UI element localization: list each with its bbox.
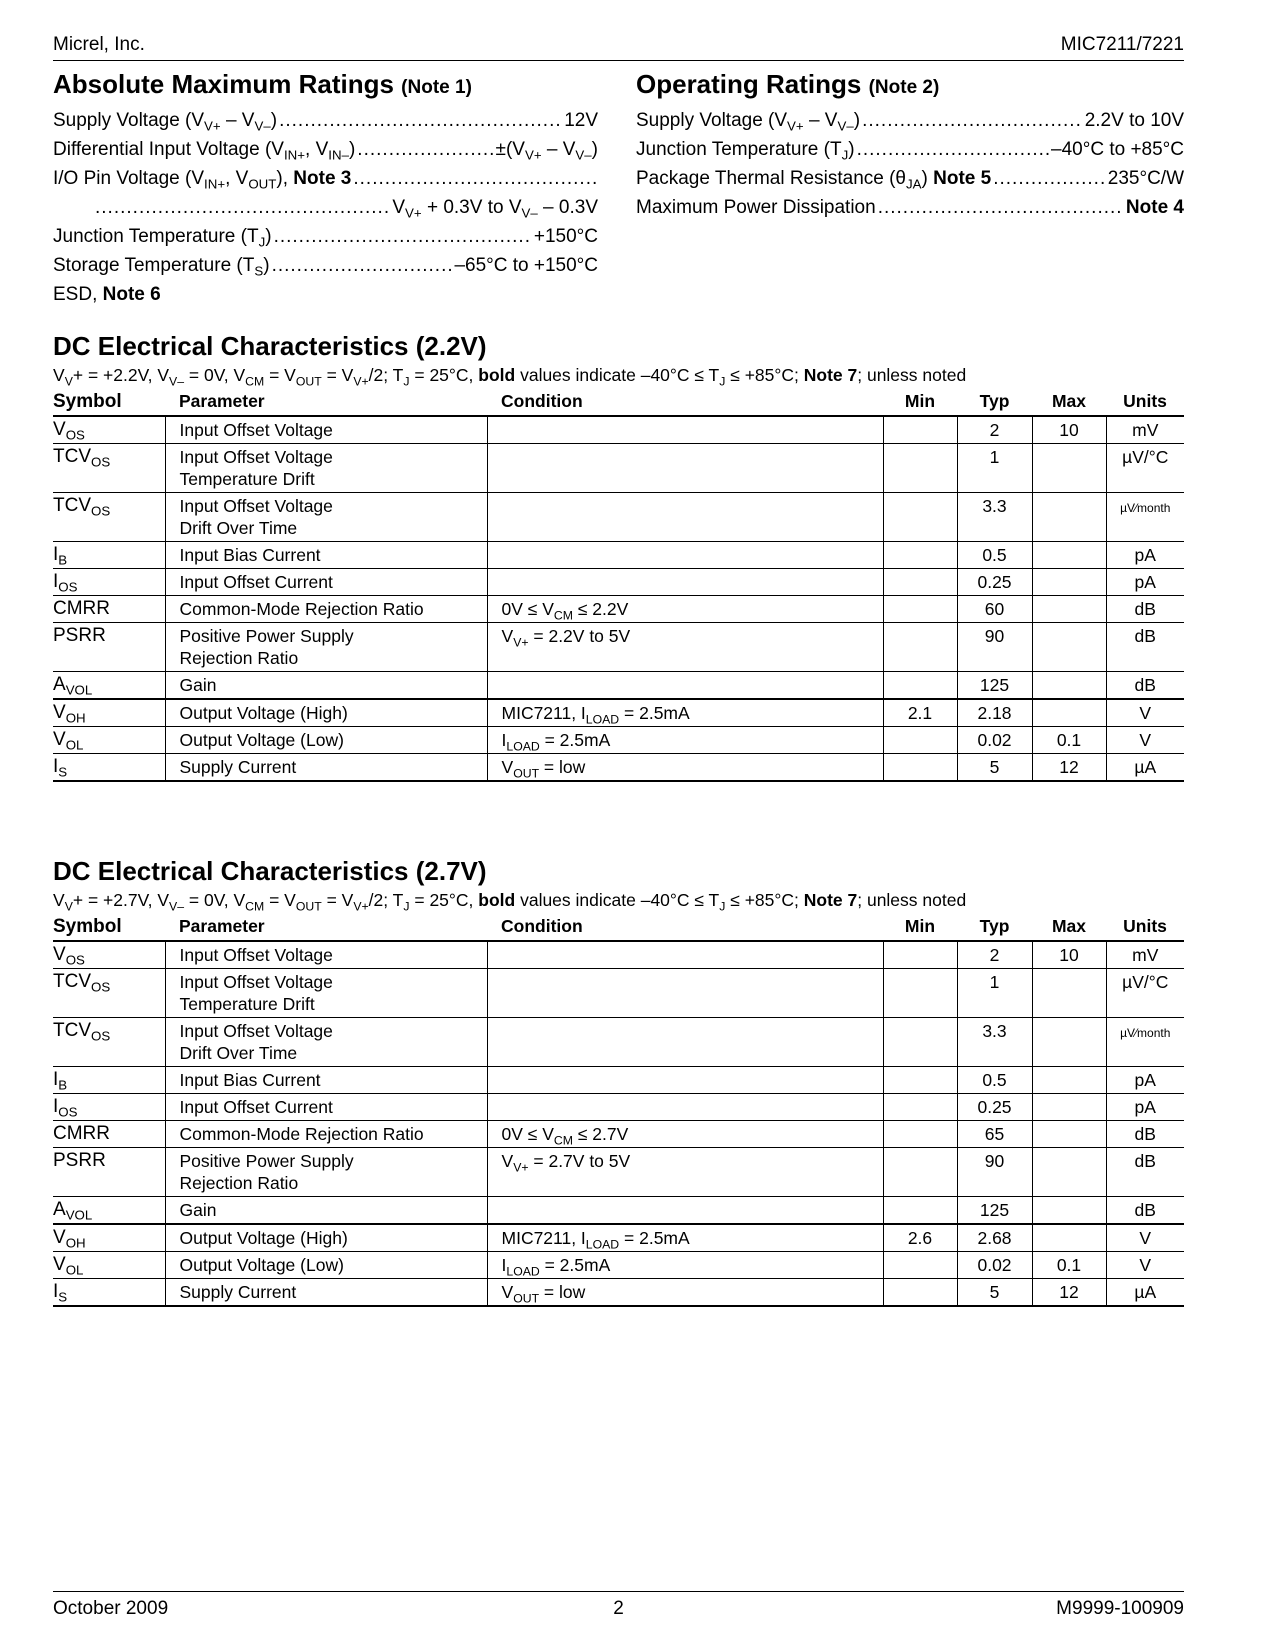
condition-cell: $V_{V+} = 2.2V$ to 5V bbox=[487, 623, 883, 672]
condition-cell: $0V \le V_{CM} \le 2.7V$ bbox=[487, 1121, 883, 1148]
op-ratings-title: Operating Ratings (Note 2) bbox=[636, 69, 940, 99]
max-cell bbox=[1032, 672, 1106, 700]
absolute-max-ratings bbox=[53, 68, 598, 313]
typ-cell: 0.25 bbox=[957, 1094, 1032, 1121]
units-cell: dB bbox=[1106, 1121, 1184, 1148]
table-row bbox=[53, 416, 1184, 444]
typ-cell: 0.02 bbox=[957, 1252, 1032, 1279]
abs-junction-temp: Junction Temperature $(T_J)$ ..... +150°C bbox=[53, 226, 598, 255]
units-cell: dB bbox=[1106, 623, 1184, 672]
max-cell: 12 bbox=[1032, 754, 1106, 782]
typ-cell: 0.5 bbox=[957, 542, 1032, 569]
condition-cell bbox=[487, 416, 883, 444]
min-cell bbox=[883, 1121, 957, 1148]
table-row bbox=[53, 444, 1184, 493]
symbol-cell: $V_{OL}$ bbox=[53, 727, 165, 754]
parameter-cell: Supply Current bbox=[165, 754, 487, 782]
min-cell bbox=[883, 1279, 957, 1307]
typ-cell: 0.25 bbox=[957, 569, 1032, 596]
condition-cell: MIC7211, $I_{LOAD} = 2.5mA$ bbox=[487, 1224, 883, 1252]
column-header-units: Units bbox=[1106, 914, 1184, 941]
min-cell bbox=[883, 416, 957, 444]
operating-ratings bbox=[636, 68, 1184, 226]
units-cell: dB bbox=[1106, 672, 1184, 700]
page-footer bbox=[53, 1591, 1184, 1622]
table-row bbox=[53, 1252, 1184, 1279]
max-cell bbox=[1032, 623, 1106, 672]
abs-io-pin-voltage-value: ..... $V_{V+} + 0.3V$ to $V_{V-} - 0.3V$ bbox=[53, 197, 598, 226]
footer-page-number: 2 bbox=[613, 1598, 624, 1619]
max-cell: 10 bbox=[1032, 416, 1106, 444]
typ-cell: 2.68 bbox=[957, 1224, 1032, 1252]
footer-date: October 2009 bbox=[53, 1598, 169, 1619]
page-header bbox=[53, 30, 1184, 61]
abs-max-title: Absolute Maximum Ratings (Note 1) bbox=[53, 69, 472, 99]
dc-characteristics-2v2 bbox=[53, 330, 1184, 782]
min-cell bbox=[883, 1094, 957, 1121]
table-row bbox=[53, 1067, 1184, 1094]
condition-cell bbox=[487, 542, 883, 569]
typ-cell: 3.3 bbox=[957, 1018, 1032, 1067]
max-cell bbox=[1032, 1067, 1106, 1094]
table-row bbox=[53, 596, 1184, 623]
symbol-cell: $TCV_{OS}$ bbox=[53, 444, 165, 493]
condition-cell bbox=[487, 569, 883, 596]
condition-cell bbox=[487, 1018, 883, 1067]
typ-cell: 5 bbox=[957, 1279, 1032, 1307]
parameter-cell: Common-Mode Rejection Ratio bbox=[165, 1121, 487, 1148]
condition-cell: $0V \le V_{CM} \le 2.2V$ bbox=[487, 596, 883, 623]
condition-cell bbox=[487, 1197, 883, 1225]
min-cell bbox=[883, 754, 957, 782]
condition-cell: $V_{V+} = 2.7V$ to 5V bbox=[487, 1148, 883, 1197]
condition-cell bbox=[487, 1067, 883, 1094]
condition-cell: $I_{LOAD} = 2.5mA$ bbox=[487, 1252, 883, 1279]
units-cell: µV/°C bbox=[1106, 444, 1184, 493]
op-thermal-resistance: Package Thermal Resistance $(\theta_{JA})$ Note 5 ..... 235°C/W bbox=[636, 168, 1184, 197]
company-name: Micrel, Inc. bbox=[53, 34, 145, 55]
units-cell: V bbox=[1106, 699, 1184, 727]
units-cell: dB bbox=[1106, 596, 1184, 623]
table-row bbox=[53, 542, 1184, 569]
symbol-cell: $V_{OS}$ bbox=[53, 416, 165, 444]
max-cell: 12 bbox=[1032, 1279, 1106, 1307]
symbol-cell: $TCV_{OS}$ bbox=[53, 969, 165, 1018]
table-row bbox=[53, 699, 1184, 727]
typ-cell: 90 bbox=[957, 1148, 1032, 1197]
units-cell: pA bbox=[1106, 569, 1184, 596]
condition-cell: $I_{LOAD} = 2.5mA$ bbox=[487, 727, 883, 754]
symbol-cell: PSRR bbox=[53, 623, 165, 672]
min-cell bbox=[883, 1252, 957, 1279]
condition-cell: $V_{OUT}$ = low bbox=[487, 1279, 883, 1307]
condition-cell bbox=[487, 1094, 883, 1121]
min-cell bbox=[883, 1148, 957, 1197]
symbol-cell: $I_S$ bbox=[53, 754, 165, 782]
typ-cell: 2 bbox=[957, 416, 1032, 444]
table-row bbox=[53, 754, 1184, 782]
max-cell: 10 bbox=[1032, 941, 1106, 969]
units-cell: V bbox=[1106, 727, 1184, 754]
units-cell: µA bbox=[1106, 1279, 1184, 1307]
min-cell bbox=[883, 727, 957, 754]
parameter-cell: Input Offset Current bbox=[165, 569, 487, 596]
parameter-cell: Output Voltage (Low) bbox=[165, 1252, 487, 1279]
symbol-cell: $TCV_{OS}$ bbox=[53, 493, 165, 542]
dc27-table bbox=[53, 914, 1184, 1307]
parameter-cell: Gain bbox=[165, 672, 487, 700]
condition-cell bbox=[487, 493, 883, 542]
max-cell bbox=[1032, 1148, 1106, 1197]
symbol-cell: $I_B$ bbox=[53, 1067, 165, 1094]
typ-cell: 90 bbox=[957, 623, 1032, 672]
symbol-cell: CMRR bbox=[53, 596, 165, 623]
part-number: MIC7211/7221 bbox=[1060, 34, 1184, 55]
min-cell bbox=[883, 444, 957, 493]
max-cell: 0.1 bbox=[1032, 1252, 1106, 1279]
table-row bbox=[53, 1094, 1184, 1121]
column-header-typ: Typ bbox=[957, 389, 1032, 416]
units-cell: V bbox=[1106, 1224, 1184, 1252]
dc-characteristics-2v7 bbox=[53, 855, 1184, 1307]
max-cell bbox=[1032, 493, 1106, 542]
max-cell bbox=[1032, 1018, 1106, 1067]
table-row bbox=[53, 1197, 1184, 1225]
max-cell bbox=[1032, 1197, 1106, 1225]
typ-cell: 2 bbox=[957, 941, 1032, 969]
max-cell bbox=[1032, 699, 1106, 727]
column-header-parameter: Parameter bbox=[165, 389, 487, 416]
units-cell: V bbox=[1106, 1252, 1184, 1279]
typ-cell: 1 bbox=[957, 444, 1032, 493]
table-row bbox=[53, 1018, 1184, 1067]
symbol-cell: $A_{VOL}$ bbox=[53, 1197, 165, 1225]
abs-esd: ESD, Note 6 bbox=[53, 284, 161, 305]
max-cell bbox=[1032, 596, 1106, 623]
table-row bbox=[53, 623, 1184, 672]
min-cell bbox=[883, 1197, 957, 1225]
dc22-conditions: $V_V+ = +2.2V$, $V_{V-} = 0V$, $V_{CM} = V_{OUT} = V_{V+}/2$; $T_J = 25^\circ C$, bold values indicate $-40^\circ C \le T_J \le +85^\circ C$; Note 7; unless noted bbox=[53, 365, 967, 389]
min-cell bbox=[883, 623, 957, 672]
symbol-cell: $I_S$ bbox=[53, 1279, 165, 1307]
column-header-symbol: Symbol bbox=[53, 914, 165, 941]
parameter-cell: Positive Power Supply Rejection Ratio bbox=[165, 1148, 487, 1197]
min-cell bbox=[883, 596, 957, 623]
table-row bbox=[53, 569, 1184, 596]
abs-io-pin-voltage: I/O Pin Voltage ($V_{IN+}$, $V_{OUT}$), Note 3 ..... bbox=[53, 168, 598, 197]
table-row bbox=[53, 672, 1184, 700]
min-cell bbox=[883, 969, 957, 1018]
table-row bbox=[53, 1279, 1184, 1307]
column-header-condition: Condition bbox=[487, 389, 883, 416]
max-cell bbox=[1032, 1094, 1106, 1121]
table-row bbox=[53, 727, 1184, 754]
table-row bbox=[53, 941, 1184, 969]
parameter-cell: Output Voltage (High) bbox=[165, 699, 487, 727]
table-row bbox=[53, 1121, 1184, 1148]
typ-cell: 0.5 bbox=[957, 1067, 1032, 1094]
column-header-parameter: Parameter bbox=[165, 914, 487, 941]
dc27-conditions: $V_V+ = +2.7V$, $V_{V-} = 0V$, $V_{CM} = V_{OUT} = V_{V+}/2$; $T_J = 25^\circ C$, bold values indicate $-40^\circ C \le T_J \le +85^\circ C$; Note 7; unless noted bbox=[53, 890, 967, 914]
parameter-cell: Positive Power Supply Rejection Ratio bbox=[165, 623, 487, 672]
column-header-max: Max bbox=[1032, 389, 1106, 416]
typ-cell: 125 bbox=[957, 672, 1032, 700]
dc22-table bbox=[53, 389, 1184, 782]
column-header-units: Units bbox=[1106, 389, 1184, 416]
column-header-min: Min bbox=[883, 389, 957, 416]
parameter-cell: Input Offset Voltage bbox=[165, 941, 487, 969]
table-row bbox=[53, 493, 1184, 542]
units-cell: mV bbox=[1106, 416, 1184, 444]
units-cell: dB bbox=[1106, 1197, 1184, 1225]
max-cell bbox=[1032, 1224, 1106, 1252]
max-cell: 0.1 bbox=[1032, 727, 1106, 754]
abs-supply-voltage: Supply Voltage $(V_{V+} - V_{V-})$ ..... 12V bbox=[53, 110, 598, 139]
typ-cell: 125 bbox=[957, 1197, 1032, 1225]
max-cell bbox=[1032, 969, 1106, 1018]
typ-cell: 65 bbox=[957, 1121, 1032, 1148]
max-cell bbox=[1032, 542, 1106, 569]
min-cell bbox=[883, 569, 957, 596]
table-row bbox=[53, 1148, 1184, 1197]
units-cell: µV/°C bbox=[1106, 969, 1184, 1018]
symbol-cell: $V_{OH}$ bbox=[53, 1224, 165, 1252]
parameter-cell: Input Offset Current bbox=[165, 1094, 487, 1121]
typ-cell: 5 bbox=[957, 754, 1032, 782]
abs-storage-temp: Storage Temperature $(T_S)$ ..... –65°C to +150°C bbox=[53, 255, 598, 284]
min-cell bbox=[883, 1067, 957, 1094]
parameter-cell: Input Offset Voltage Drift Over Time bbox=[165, 1018, 487, 1067]
symbol-cell: $V_{OL}$ bbox=[53, 1252, 165, 1279]
column-header-symbol: Symbol bbox=[53, 389, 165, 416]
condition-cell bbox=[487, 941, 883, 969]
parameter-cell: Input Offset Voltage Drift Over Time bbox=[165, 493, 487, 542]
min-cell bbox=[883, 493, 957, 542]
op-supply-voltage: Supply Voltage $(V_{V+} - V_{V-})$ ..... 2.2V to 10V bbox=[636, 110, 1184, 139]
typ-cell: 2.18 bbox=[957, 699, 1032, 727]
min-cell: 2.6 bbox=[883, 1224, 957, 1252]
footer-doc-number: M9999-100909 bbox=[1056, 1598, 1184, 1619]
symbol-cell: PSRR bbox=[53, 1148, 165, 1197]
symbol-cell: $V_{OH}$ bbox=[53, 699, 165, 727]
parameter-cell: Input Offset Voltage Temperature Drift bbox=[165, 969, 487, 1018]
parameter-cell: Output Voltage (High) bbox=[165, 1224, 487, 1252]
parameter-cell: Input Bias Current bbox=[165, 542, 487, 569]
symbol-cell: $I_{OS}$ bbox=[53, 569, 165, 596]
column-header-max: Max bbox=[1032, 914, 1106, 941]
condition-cell: $V_{OUT}$ = low bbox=[487, 754, 883, 782]
max-cell bbox=[1032, 444, 1106, 493]
abs-diff-input-voltage: Differential Input Voltage ($V_{IN+}$, $V_{IN-}$) ..... $\pm(V_{V+} - V_{V-})$ bbox=[53, 139, 598, 168]
column-header-min: Min bbox=[883, 914, 957, 941]
symbol-cell: CMRR bbox=[53, 1121, 165, 1148]
parameter-cell: Output Voltage (Low) bbox=[165, 727, 487, 754]
units-cell: µV⁄month bbox=[1106, 1018, 1184, 1067]
symbol-cell: $I_B$ bbox=[53, 542, 165, 569]
parameter-cell: Gain bbox=[165, 1197, 487, 1225]
parameter-cell: Supply Current bbox=[165, 1279, 487, 1307]
dc22-title: DC Electrical Characteristics (2.2V) bbox=[53, 331, 487, 361]
typ-cell: 0.02 bbox=[957, 727, 1032, 754]
symbol-cell: $V_{OS}$ bbox=[53, 941, 165, 969]
units-cell: mV bbox=[1106, 941, 1184, 969]
table-row bbox=[53, 969, 1184, 1018]
min-cell bbox=[883, 1018, 957, 1067]
op-junction-temp: Junction Temperature $(T_J)$ ..... –40°C to +85°C bbox=[636, 139, 1184, 168]
parameter-cell: Input Bias Current bbox=[165, 1067, 487, 1094]
min-cell bbox=[883, 672, 957, 700]
units-cell: pA bbox=[1106, 1094, 1184, 1121]
condition-cell: MIC7211, $I_{LOAD} = 2.5mA$ bbox=[487, 699, 883, 727]
units-cell: pA bbox=[1106, 1067, 1184, 1094]
table-row bbox=[53, 1224, 1184, 1252]
symbol-cell: $TCV_{OS}$ bbox=[53, 1018, 165, 1067]
symbol-cell: $I_{OS}$ bbox=[53, 1094, 165, 1121]
typ-cell: 1 bbox=[957, 969, 1032, 1018]
parameter-cell: Input Offset Voltage bbox=[165, 416, 487, 444]
typ-cell: 3.3 bbox=[957, 493, 1032, 542]
min-cell: 2.1 bbox=[883, 699, 957, 727]
dc27-title: DC Electrical Characteristics (2.7V) bbox=[53, 856, 487, 886]
max-cell bbox=[1032, 569, 1106, 596]
symbol-cell: $A_{VOL}$ bbox=[53, 672, 165, 700]
min-cell bbox=[883, 542, 957, 569]
typ-cell: 60 bbox=[957, 596, 1032, 623]
min-cell bbox=[883, 941, 957, 969]
parameter-cell: Common-Mode Rejection Ratio bbox=[165, 596, 487, 623]
column-header-condition: Condition bbox=[487, 914, 883, 941]
op-power-dissipation: Maximum Power Dissipation ..... Note 4 bbox=[636, 197, 1184, 226]
condition-cell bbox=[487, 444, 883, 493]
units-cell: µA bbox=[1106, 754, 1184, 782]
units-cell: µV⁄month bbox=[1106, 493, 1184, 542]
units-cell: dB bbox=[1106, 1148, 1184, 1197]
condition-cell bbox=[487, 672, 883, 700]
parameter-cell: Input Offset Voltage Temperature Drift bbox=[165, 444, 487, 493]
condition-cell bbox=[487, 969, 883, 1018]
column-header-typ: Typ bbox=[957, 914, 1032, 941]
max-cell bbox=[1032, 1121, 1106, 1148]
units-cell: pA bbox=[1106, 542, 1184, 569]
